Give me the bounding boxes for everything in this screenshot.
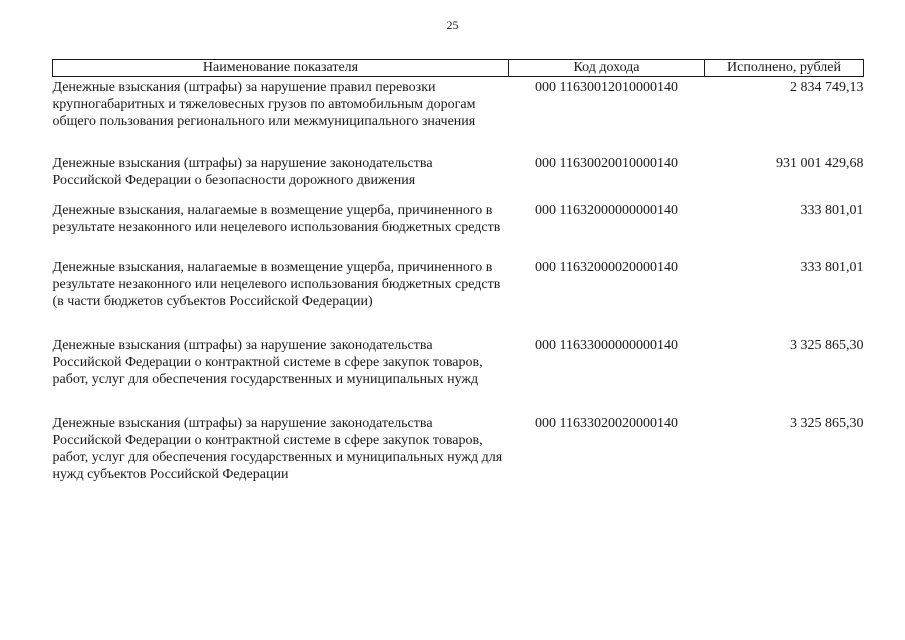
row-revenue-code: 000 11630012010000140	[535, 80, 678, 95]
table-row	[53, 200, 864, 257]
row-revenue-code: 000 11630020010000140	[535, 155, 678, 171]
header-indicator-name: Наименование показателя	[53, 60, 509, 77]
header-executed-amount: Исполнено, рублей	[705, 60, 864, 77]
table-row	[53, 257, 864, 335]
row-executed-amount: 333 801,01	[800, 259, 864, 275]
row-executed-amount: 2 834 749,13	[790, 80, 864, 95]
table-row	[53, 77, 864, 153]
row-indicator-name: Денежные взыскания, налагаемые в возмещение ущерба, причиненного в результате незаконного или нецелевого использования бюджетных средств	[52, 202, 501, 235]
row-indicator-name: Денежные взыскания (штрафы) за нарушение законодательства Российской Федерации о безопасности дорожного движения	[52, 155, 433, 188]
table-row	[53, 335, 864, 413]
row-executed-amount: 3 325 865,30	[790, 337, 864, 353]
row-indicator-name: Денежные взыскания (штрафы) за нарушение законодательства Российской Федерации о контрактной системе в сфере закупок товаров, работ, услуг для обеспечения государственных и муниципальных нужд	[52, 337, 483, 387]
row-revenue-code: 000 11632000000000140	[535, 202, 678, 218]
header-revenue-code: Код дохода	[509, 60, 705, 77]
revenue-table	[52, 59, 864, 491]
table-row	[53, 413, 864, 491]
table-row	[53, 153, 864, 200]
row-indicator-name: Денежные взыскания, налагаемые в возмещение ущерба, причиненного в результате незаконного или нецелевого использования бюджетных средств (в части бюджетов субъектов Российской Федерации)	[52, 259, 501, 309]
row-indicator-name: Денежные взыскания (штрафы) за нарушение законодательства Российской Федерации о контрактной системе в сфере закупок товаров, работ, услуг для обеспечения государственных и муниципальных нужд для нужд субъектов Российской Федерации	[52, 415, 503, 482]
page-number: 25	[446, 18, 459, 32]
row-executed-amount: 333 801,01	[800, 202, 864, 218]
row-revenue-code: 000 11632000020000140	[535, 259, 678, 275]
table-header-row	[53, 60, 864, 77]
row-indicator-name: Денежные взыскания (штрафы) за нарушение правил перевозки крупногабаритных и тяжеловесных грузов по автомобильным дорогам общего пользования регионального или межмуниципального значения	[52, 80, 476, 129]
row-revenue-code: 000 11633000000000140	[535, 337, 678, 353]
row-revenue-code: 000 11633020020000140	[535, 415, 678, 431]
row-executed-amount: 3 325 865,30	[790, 415, 864, 431]
row-executed-amount: 931 001 429,68	[776, 155, 864, 171]
